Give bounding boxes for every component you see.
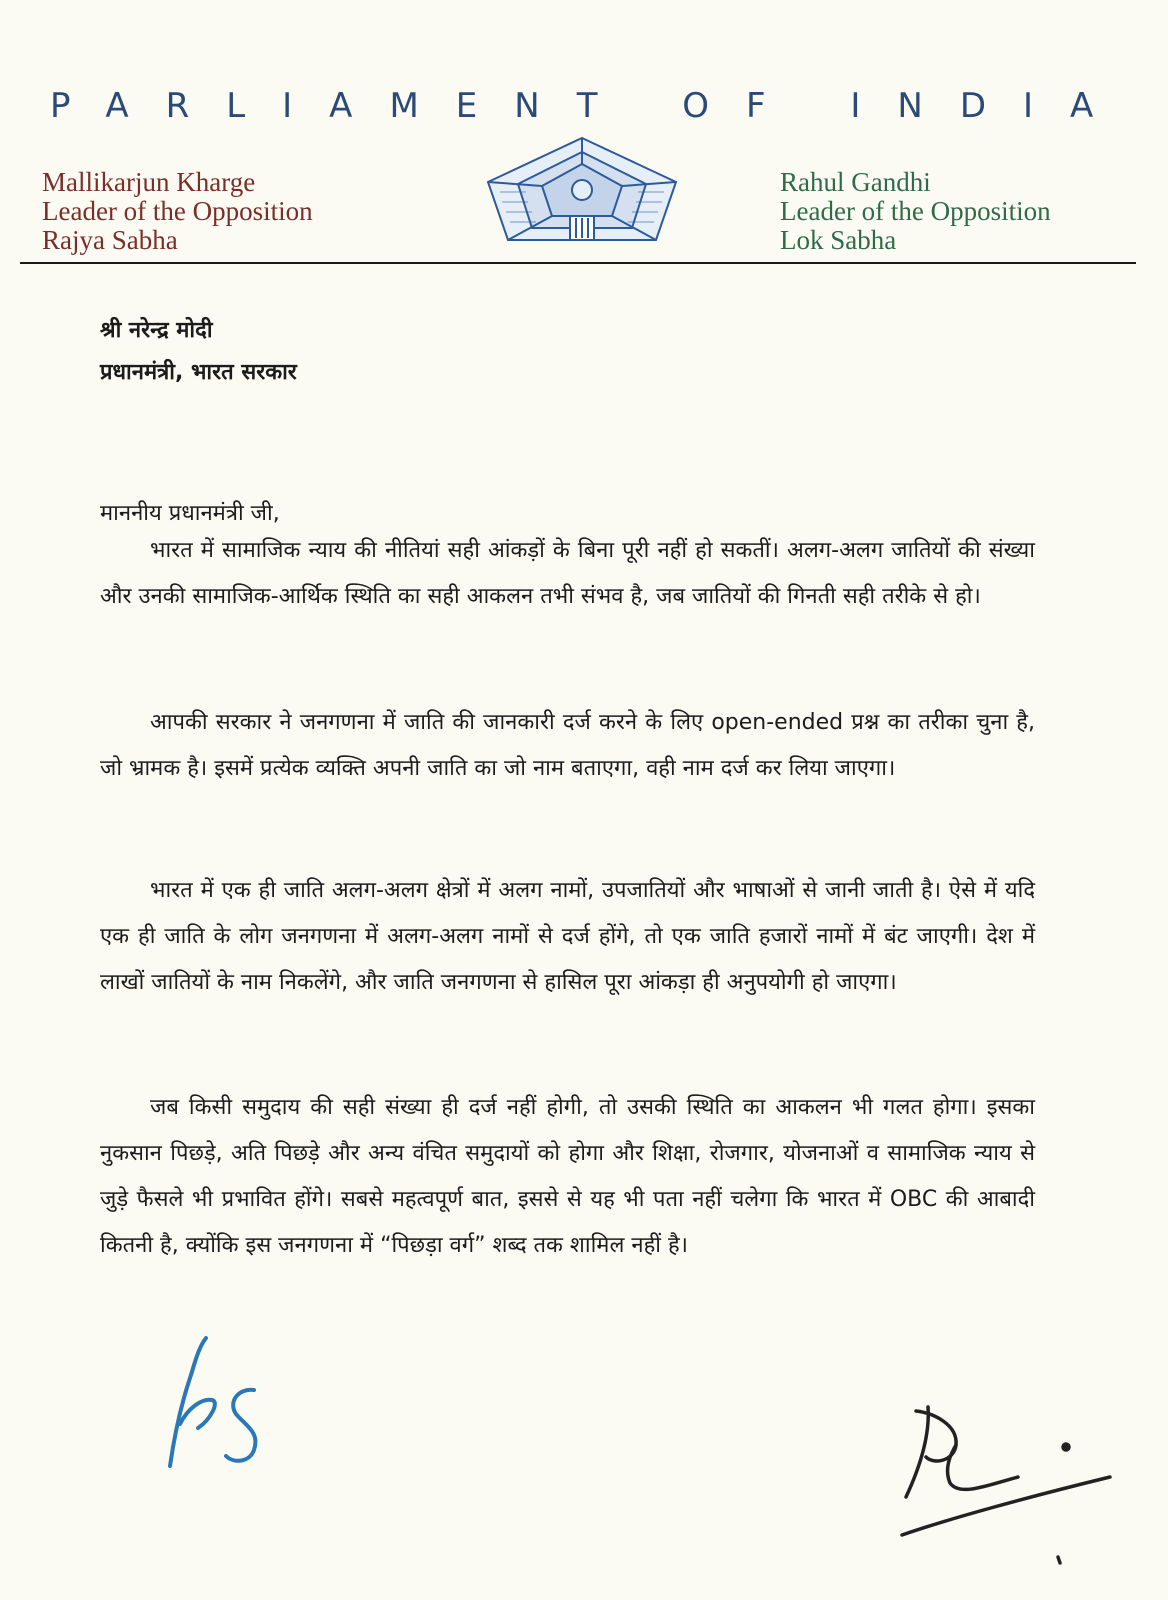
recipient-title: प्रधानमंत्री, भारत सरकार xyxy=(100,360,297,385)
recipient-name: श्री नरेन्द्र मोदी xyxy=(100,318,213,343)
body-paragraph-3: भारत में एक ही जाति अलग-अलग क्षेत्रों में अलग नामों, उपजातियों और भाषाओं से जानी जाती है। ऐसे में यदि एक ही जाति के लोग जनगणना में अलग-अलग नामों से दर्ज होंगे, तो एक जाति हजारों नामों में बंट जाएगी। देश में लाखों जातियों के नाम निकलेंगे, और जाति जनगणना से हासिल पूरा आंकड़ा ही अनुपयोगी हो जाएगा। xyxy=(100,878,1035,995)
sender-right-house: Lok Sabha xyxy=(780,225,897,255)
handwritten-signature-icon xyxy=(150,1328,290,1478)
body-paragraph-2: आपकी सरकार ने जनगणना में जाति की जानकारी दर्ज करने के लिए open-ended प्रश्न का तरीका चुना है, जो भ्रामक है। इसमें प्रत्येक व्यक्ति अपनी जाति का जो नाम बताएगा, वही नाम दर्ज कर लिया जाएगा। xyxy=(100,710,1035,781)
sender-left-block xyxy=(42,168,313,255)
handwritten-signature-icon xyxy=(888,1385,1128,1585)
parliament-building-icon xyxy=(476,130,688,250)
letterhead-divider xyxy=(20,262,1136,264)
sender-right-name: Rahul Gandhi xyxy=(780,167,931,197)
sender-left-name: Mallikarjun Kharge xyxy=(42,167,256,197)
sender-right-designation: Leader of the Opposition xyxy=(780,196,1051,226)
recipient-block xyxy=(100,310,297,394)
body-paragraph-4: जब किसी समुदाय की सही संख्या ही दर्ज नहीं होगी, तो उसकी स्थिति का आकलन भी गलत होगा। इसका नुकसान पिछड़े, अति पिछड़े और अन्य वंचित समुदायों को होगा और शिक्षा, रोजगार, योजनाओं व सामाजिक न्याय से जुड़े फैसले भी प्रभावित होंगे। सबसे महत्वपूर्ण बात, इससे से यह भी पता नहीं चलेगा कि भारत में OBC की आबादी कितनी है, क्योंकि इस जनगणना में “पिछड़ा वर्ग” शब्द तक शामिल नहीं है। xyxy=(100,1095,1035,1258)
letterhead-title: PARLIAMENT OF INDIA xyxy=(50,86,1131,126)
sender-left-designation: Leader of the Opposition xyxy=(42,196,313,226)
body-paragraph-1: भारत में सामाजिक न्याय की नीतियां सही आंकड़ों के बिना पूरी नहीं हो सकतीं। अलग-अलग जातियों की संख्या और उनकी सामाजिक-आर्थिक स्थिति का सही आकलन तभी संभव है, जब जातियों की गिनती सही तरीके से हो। xyxy=(100,538,1035,609)
sender-right-block xyxy=(780,168,1051,255)
sender-left-house: Rajya Sabha xyxy=(42,225,178,255)
salutation: माननीय प्रधानमंत्री जी, xyxy=(100,501,280,526)
